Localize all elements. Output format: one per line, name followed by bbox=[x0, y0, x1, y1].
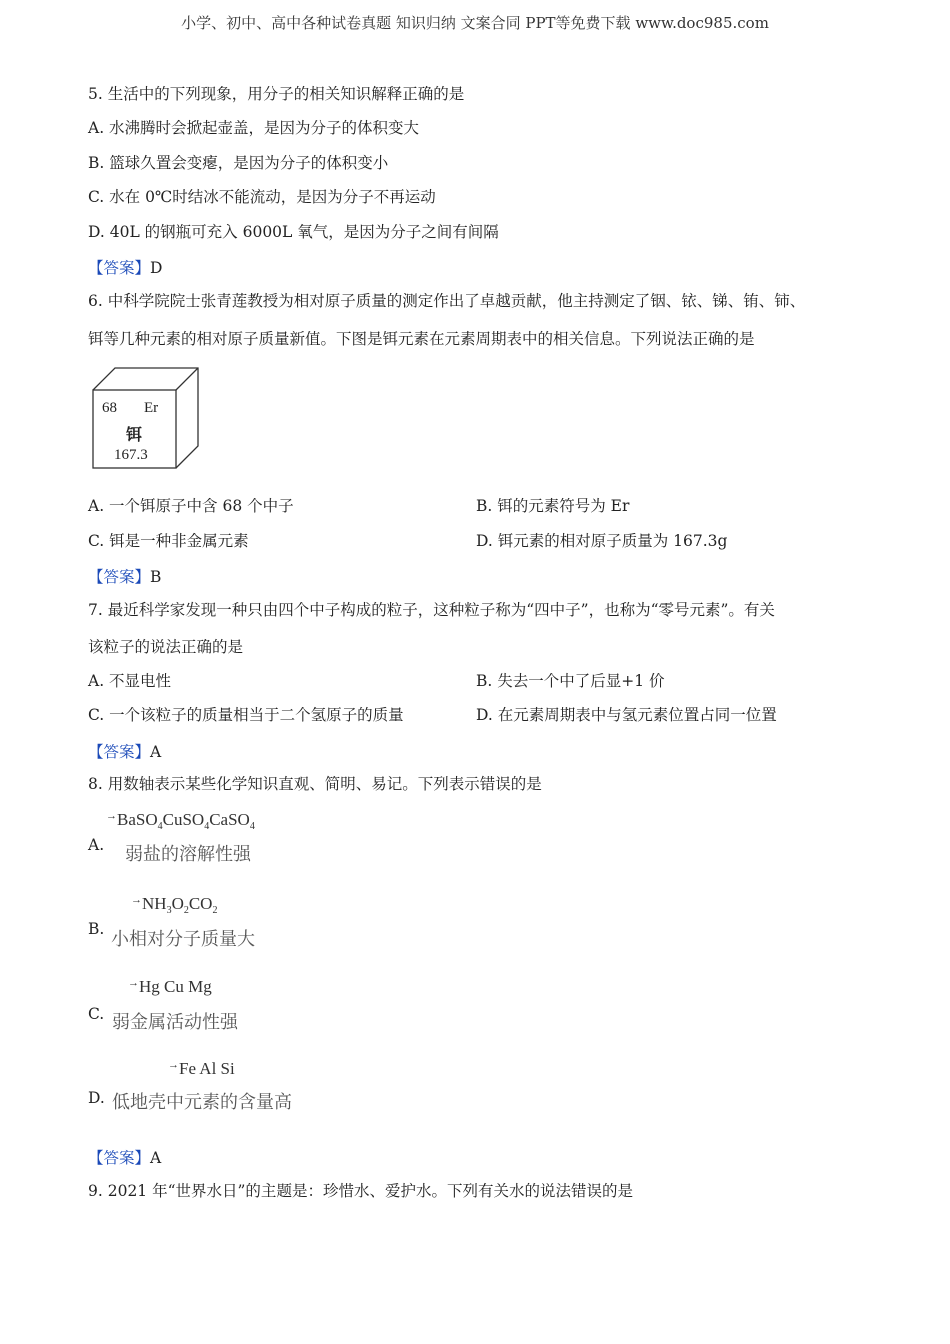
q8-d-axis-items: →Fe Al Si bbox=[168, 1059, 235, 1078]
element-name: 铒 bbox=[126, 425, 143, 444]
q6-stem-line2: 铒等几种元素的相对原子质量新值。下图是铒元素在元素周期表中的相关信息。下列说法正确的是 bbox=[88, 330, 755, 348]
q8-option-b-letter: B. bbox=[88, 920, 105, 938]
q6-option-d: D. 铒元素的相对原子质量为 167.3g bbox=[476, 532, 728, 550]
q8-option-c-letter: C. bbox=[88, 1005, 105, 1023]
q7-answer bbox=[88, 740, 161, 762]
q5-option-d: D. 40L 的钢瓶可充入 6000L 氧气，是因为分子之间有间隔 bbox=[88, 223, 499, 241]
element-card-erbium bbox=[90, 366, 202, 476]
answer-label: 【答案】 bbox=[88, 1149, 151, 1167]
q7-option-b: B. 失去一个中了后显+1 价 bbox=[476, 672, 665, 690]
q7-stem-line1: 7. 最近科学家发现一种只由四个中子构成的粒子，这种粒子称为“四中子”，也称为“零号元素”。有关 bbox=[88, 601, 775, 619]
q5-stem: 5. 生活中的下列现象，用分子的相关知识解释正确的是 bbox=[88, 85, 465, 103]
q8-option-a-letter: A. bbox=[88, 836, 105, 854]
element-number: 68 bbox=[102, 400, 117, 416]
q8-stem: 8. 用数轴表示某些化学知识直观、简明、易记。下列表示错误的是 bbox=[88, 775, 542, 793]
q6-option-b: B. 铒的元素符号为 Er bbox=[476, 497, 630, 515]
q8-a-axis-items: →BaSO$_4$CuSO$_4$CaSO$_4$ bbox=[106, 810, 255, 832]
q8-a-axis-label: 弱盐的溶解性强 bbox=[125, 844, 251, 864]
q8-d-axis-label: 低地壳中元素的含量高 bbox=[112, 1092, 292, 1112]
answer-label: 【答案】 bbox=[88, 259, 151, 277]
page-header: 小学、初中、高中各种试卷真题 知识归纳 文案合同 PPT等免费下载 www.doc985.com bbox=[181, 14, 769, 32]
q8-c-axis-label: 弱金属活动性强 bbox=[112, 1012, 238, 1032]
q7-stem-line2: 该粒子的说法正确的是 bbox=[88, 638, 244, 656]
q6-option-c: C. 铒是一种非金属元素 bbox=[88, 532, 249, 550]
q8-b-axis-label: 小相对分子质量大 bbox=[111, 929, 255, 949]
element-mass: 167.3 bbox=[114, 447, 148, 463]
q8-d-items-text: Fe Al Si bbox=[179, 1059, 235, 1078]
q7-option-a: A. 不显电性 bbox=[88, 672, 172, 690]
q6-stem-line1: 6. 中科学院院士张青莲教授为相对原子质量的测定作出了卓越贡献，他主持测定了铟、铱、锑、铕、铈、 bbox=[88, 292, 806, 310]
q5-answer bbox=[88, 256, 162, 278]
element-symbol: Er bbox=[144, 400, 159, 416]
answer-label: 【答案】 bbox=[88, 568, 151, 586]
q6-answer bbox=[88, 565, 161, 587]
q6-option-a: A. 一个铒原子中含 68 个中子 bbox=[88, 497, 294, 515]
answer-value: A bbox=[150, 1149, 162, 1167]
answer-value: B bbox=[150, 568, 162, 586]
q7-option-c: C. 一个该粒子的质量相当于二个氢原子的质量 bbox=[88, 706, 404, 724]
q5-option-a: A. 水沸腾时会掀起壶盖，是因为分子的体积变大 bbox=[88, 119, 420, 137]
q8-c-axis-items: →Hg Cu Mg bbox=[128, 977, 212, 996]
q8-answer bbox=[88, 1146, 161, 1168]
q8-c-items-text: Hg Cu Mg bbox=[139, 977, 212, 996]
q8-option-d-letter: D. bbox=[88, 1089, 105, 1107]
q5-option-c: C. 水在 0℃时结冰不能流动，是因为分子不再运动 bbox=[88, 188, 436, 206]
q5-option-b: B. 篮球久置会变瘪，是因为分子的体积变小 bbox=[88, 154, 389, 172]
q8-b-axis-items: $^\to NH_3O_2CO_2$ bbox=[131, 894, 218, 916]
answer-value: D bbox=[150, 259, 163, 277]
answer-label: 【答案】 bbox=[88, 743, 151, 761]
q9-stem: 9. 2021 年“世界水日”的主题是：珍惜水、爱护水。下列有关水的说法错误的是 bbox=[88, 1182, 633, 1200]
answer-value: A bbox=[150, 743, 162, 761]
q7-option-d: D. 在元素周期表中与氢元素位置占同一位置 bbox=[476, 706, 777, 724]
